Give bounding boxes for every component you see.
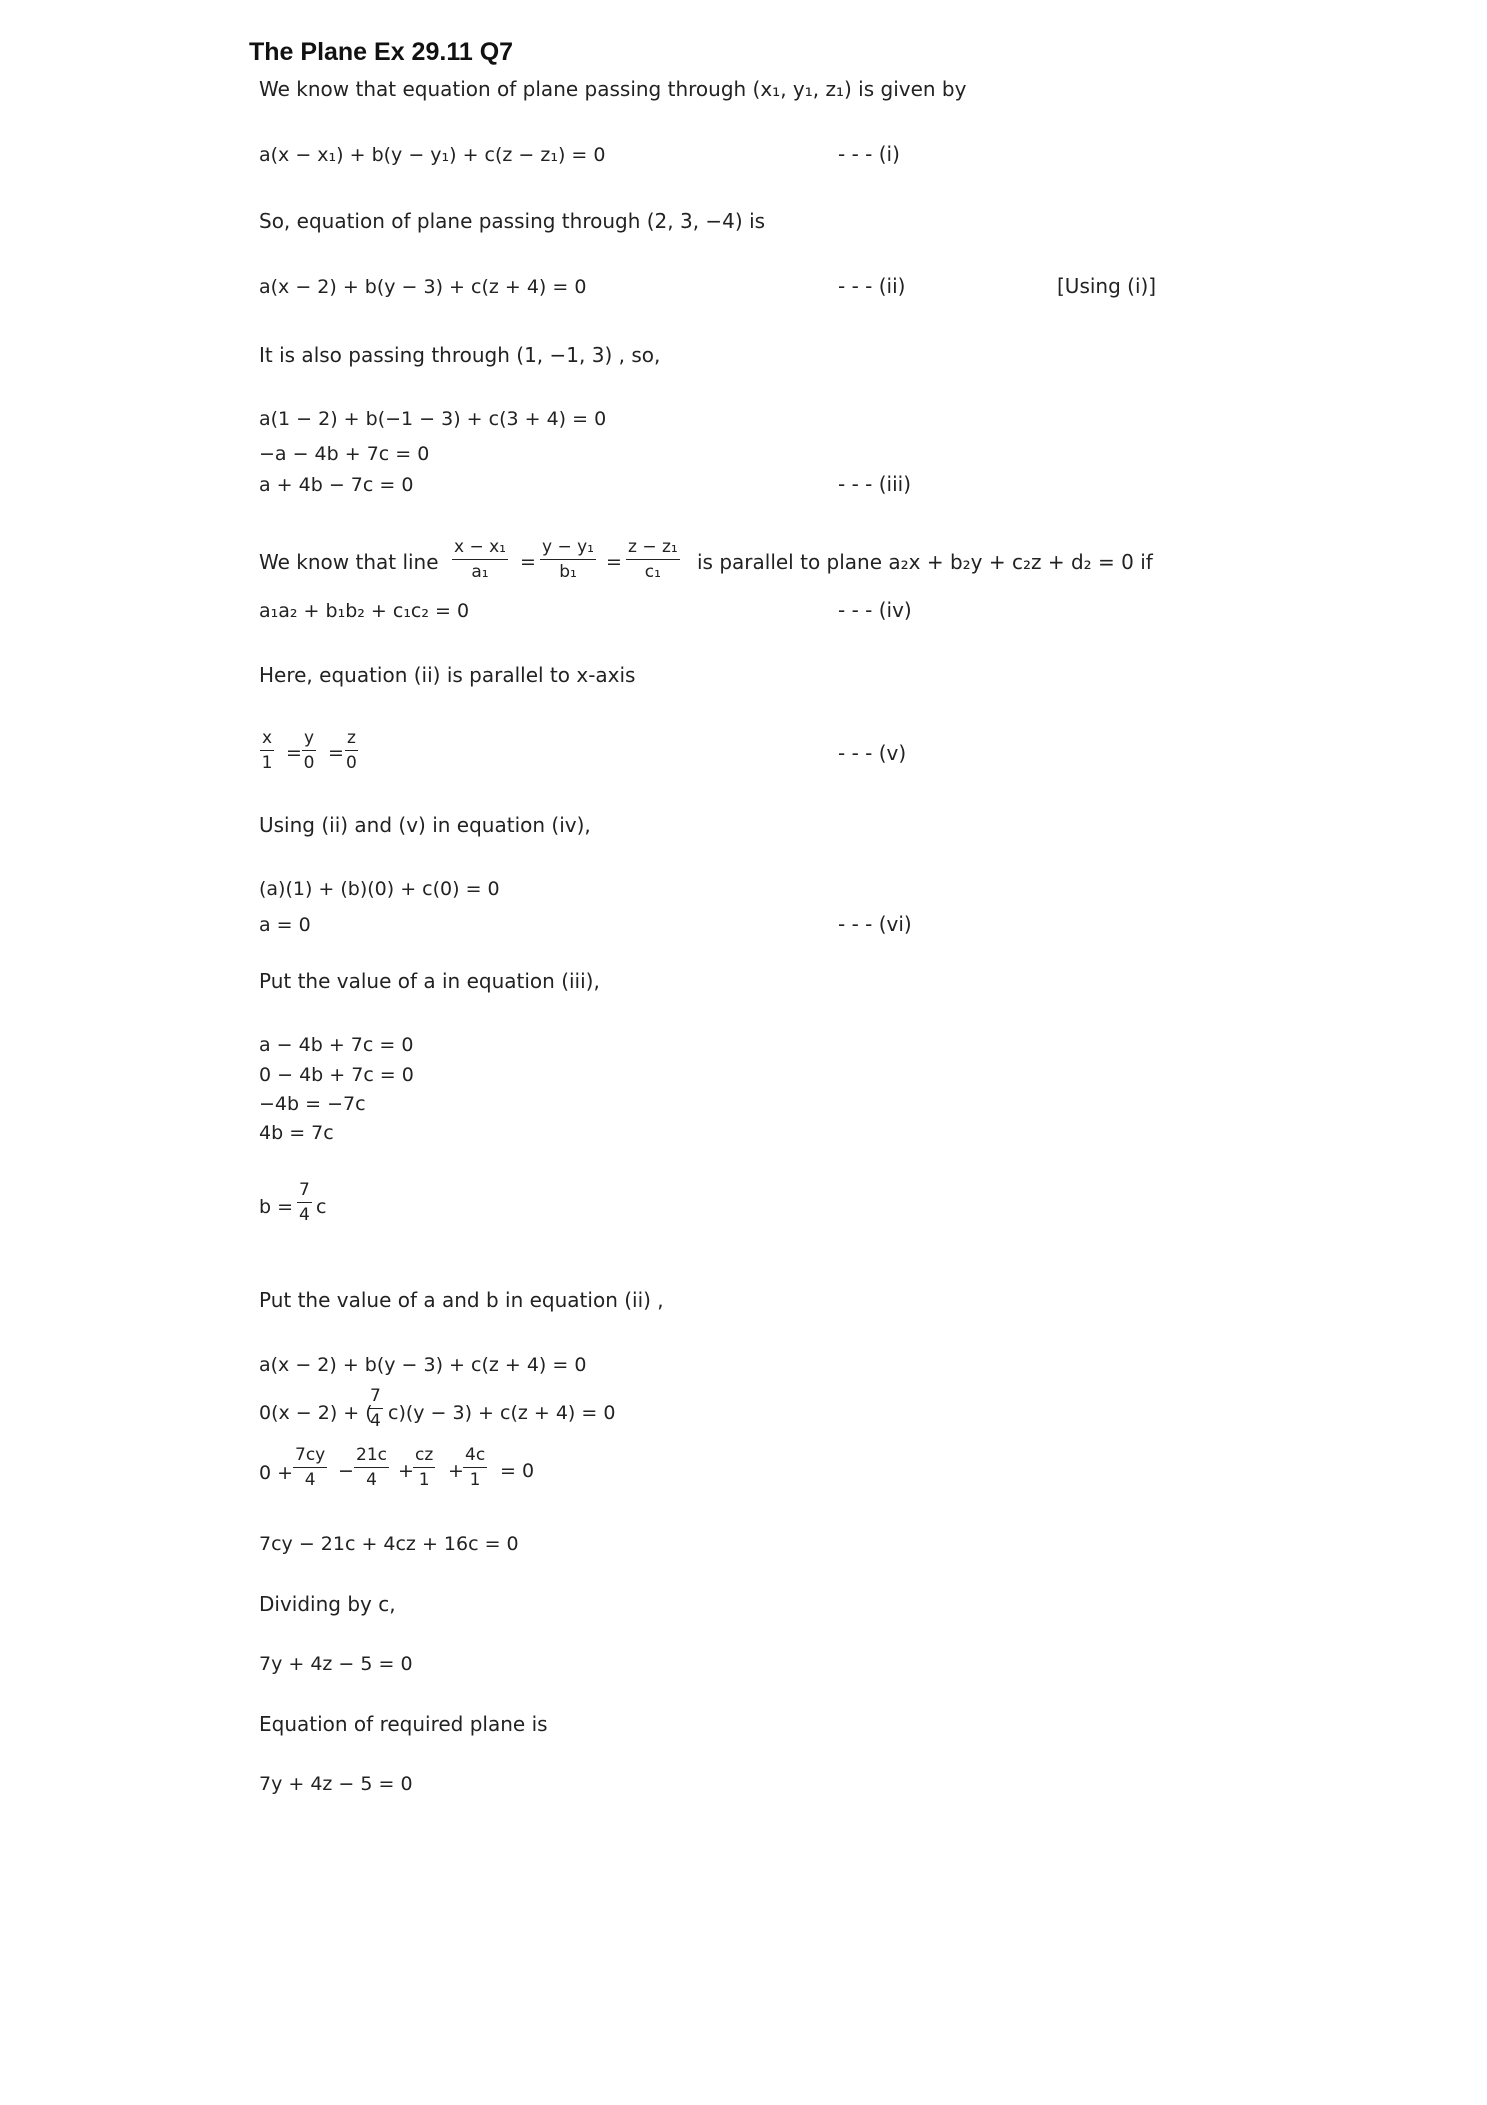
equation-iii: a + 4b − 7c = 0 [259, 474, 414, 496]
equals-sign-v1: = [286, 742, 302, 764]
equation-step-9-plus-2: + [448, 1460, 464, 1482]
fraction-z-numerator: z − z₁ [626, 537, 680, 560]
equation-vi: a = 0 [259, 914, 311, 936]
fraction-v-x [260, 728, 274, 773]
equation-step-8b-numerator: 7 [368, 1386, 383, 1409]
equation-step-8a: a(x − 2) + b(y − 3) + c(z + 4) = 0 [259, 1354, 587, 1376]
fraction-x [452, 537, 508, 582]
using-text: Using (ii) and (v) in equation (iv), [259, 813, 591, 837]
equation-step-9-fraction-4-num: 4c [463, 1445, 487, 1468]
b-fraction [297, 1180, 312, 1225]
equation-step-9-fraction-1 [293, 1445, 327, 1490]
put-a-text: Put the value of a in equation (iii), [259, 969, 600, 993]
required-plane-text: Equation of required plane is [259, 1712, 548, 1736]
fraction-z-denominator: c₁ [644, 562, 661, 582]
equation-tag-vi: - - - (vi) [838, 912, 912, 936]
equation-tag-iv: - - - (iv) [838, 598, 912, 622]
fraction-v-x-denominator: 1 [261, 753, 273, 773]
dividing-text: Dividing by c, [259, 1592, 396, 1616]
equation-step-9-fraction-3-num: cz [413, 1445, 435, 1468]
final-equation: 7y + 4z − 5 = 0 [259, 1773, 413, 1795]
equation-vi-step1: (a)(1) + (b)(0) + c(0) = 0 [259, 878, 500, 900]
using-i-note: [Using (i)] [1057, 274, 1157, 298]
put-ab-text: Put the value of a and b in equation (ii) , [259, 1288, 664, 1312]
equation-ii: a(x − 2) + b(y − 3) + c(z + 4) = 0 [259, 276, 587, 298]
b-equation-lhs: b = [259, 1196, 294, 1218]
fraction-y-numerator: y − y₁ [540, 537, 596, 560]
fraction-v-z-numerator: z [345, 728, 358, 751]
equation-step-9-fraction-1-den: 4 [304, 1470, 316, 1490]
equation-step-9-fraction-1-num: 7cy [293, 1445, 327, 1468]
equation-step-8b-denominator: 4 [370, 1411, 381, 1431]
fraction-v-y [302, 728, 316, 773]
fraction-v-y-numerator: y [302, 728, 316, 751]
equation-step-9-fraction-3-den: 1 [418, 1470, 430, 1490]
fraction-x-denominator: a₁ [471, 562, 489, 582]
equals-sign-2: = [606, 551, 622, 573]
equation-tag-v: - - - (v) [838, 741, 907, 765]
fraction-x-numerator: x − x₁ [452, 537, 508, 560]
equation-step-9-minus: − [338, 1460, 354, 1482]
equation-step-9-fraction-2 [354, 1445, 389, 1490]
page-title: The Plane Ex 29.11 Q7 [249, 38, 514, 66]
equation-step-7a: a − 4b + 7c = 0 [259, 1034, 414, 1056]
equation-step-8b-lhs: 0(x − 2) + ( [259, 1402, 373, 1424]
equals-sign-1: = [520, 551, 536, 573]
know-line-text: We know that line [259, 550, 439, 574]
here-text: Here, equation (ii) is parallel to x-axis [259, 663, 636, 687]
equation-step-9-equals: = 0 [500, 1460, 535, 1482]
equation-step-11: 7y + 4z − 5 = 0 [259, 1653, 413, 1675]
fraction-v-y-denominator: 0 [303, 753, 315, 773]
fraction-z [626, 537, 680, 582]
fraction-y [540, 537, 596, 582]
equation-step-9-fraction-4 [463, 1445, 487, 1490]
equation-step-9-zero: 0 + [259, 1462, 294, 1484]
equation-step-9-fraction-2-num: 21c [354, 1445, 389, 1468]
equation-i: a(x − x₁) + b(y − y₁) + c(z − z₁) = 0 [259, 144, 606, 166]
also-passing-text: It is also passing through (1, −1, 3) , so, [259, 343, 661, 367]
equation-step-7b: 0 − 4b + 7c = 0 [259, 1064, 414, 1086]
equation-step-10: 7cy − 21c + 4cz + 16c = 0 [259, 1533, 519, 1555]
equation-step-9-fraction-3 [413, 1445, 435, 1490]
fraction-v-z-denominator: 0 [346, 753, 357, 773]
equation-step-7d: 4b = 7c [259, 1122, 334, 1144]
b-fraction-denominator: 4 [299, 1205, 310, 1225]
equation-tag-ii: - - - (ii) [838, 274, 906, 298]
equation-step-8b-rhs: c)(y − 3) + c(z + 4) = 0 [388, 1402, 616, 1424]
intro-text: We know that equation of plane passing through (x₁, y₁, z₁) is given by [259, 77, 967, 101]
b-equation-rhs: c [316, 1196, 327, 1218]
equals-sign-v2: = [328, 742, 344, 764]
fraction-v-z [345, 728, 358, 773]
equation-tag-iii: - - - (iii) [838, 472, 911, 496]
equation-step-9-fraction-2-den: 4 [366, 1470, 377, 1490]
b-fraction-numerator: 7 [297, 1180, 312, 1203]
equation-step-7c: −4b = −7c [259, 1093, 366, 1115]
equation-step-8b-fraction [368, 1386, 383, 1431]
equation-iii-step2: −a − 4b + 7c = 0 [259, 443, 430, 465]
equation-iv: a₁a₂ + b₁b₂ + c₁c₂ = 0 [259, 600, 470, 622]
equation-step-9-fraction-4-den: 1 [469, 1470, 481, 1490]
fraction-v-x-numerator: x [260, 728, 274, 751]
so-text: So, equation of plane passing through (2, 3, −4) is [259, 209, 766, 233]
equation-step-9-plus-1: + [398, 1460, 414, 1482]
equation-iii-step1: a(1 − 2) + b(−1 − 3) + c(3 + 4) = 0 [259, 408, 607, 430]
equation-tag-i: - - - (i) [838, 142, 900, 166]
parallel-condition-text: is parallel to plane a₂x + b₂y + c₂z + d₂ = 0 if [697, 550, 1153, 574]
fraction-y-denominator: b₁ [559, 562, 577, 582]
